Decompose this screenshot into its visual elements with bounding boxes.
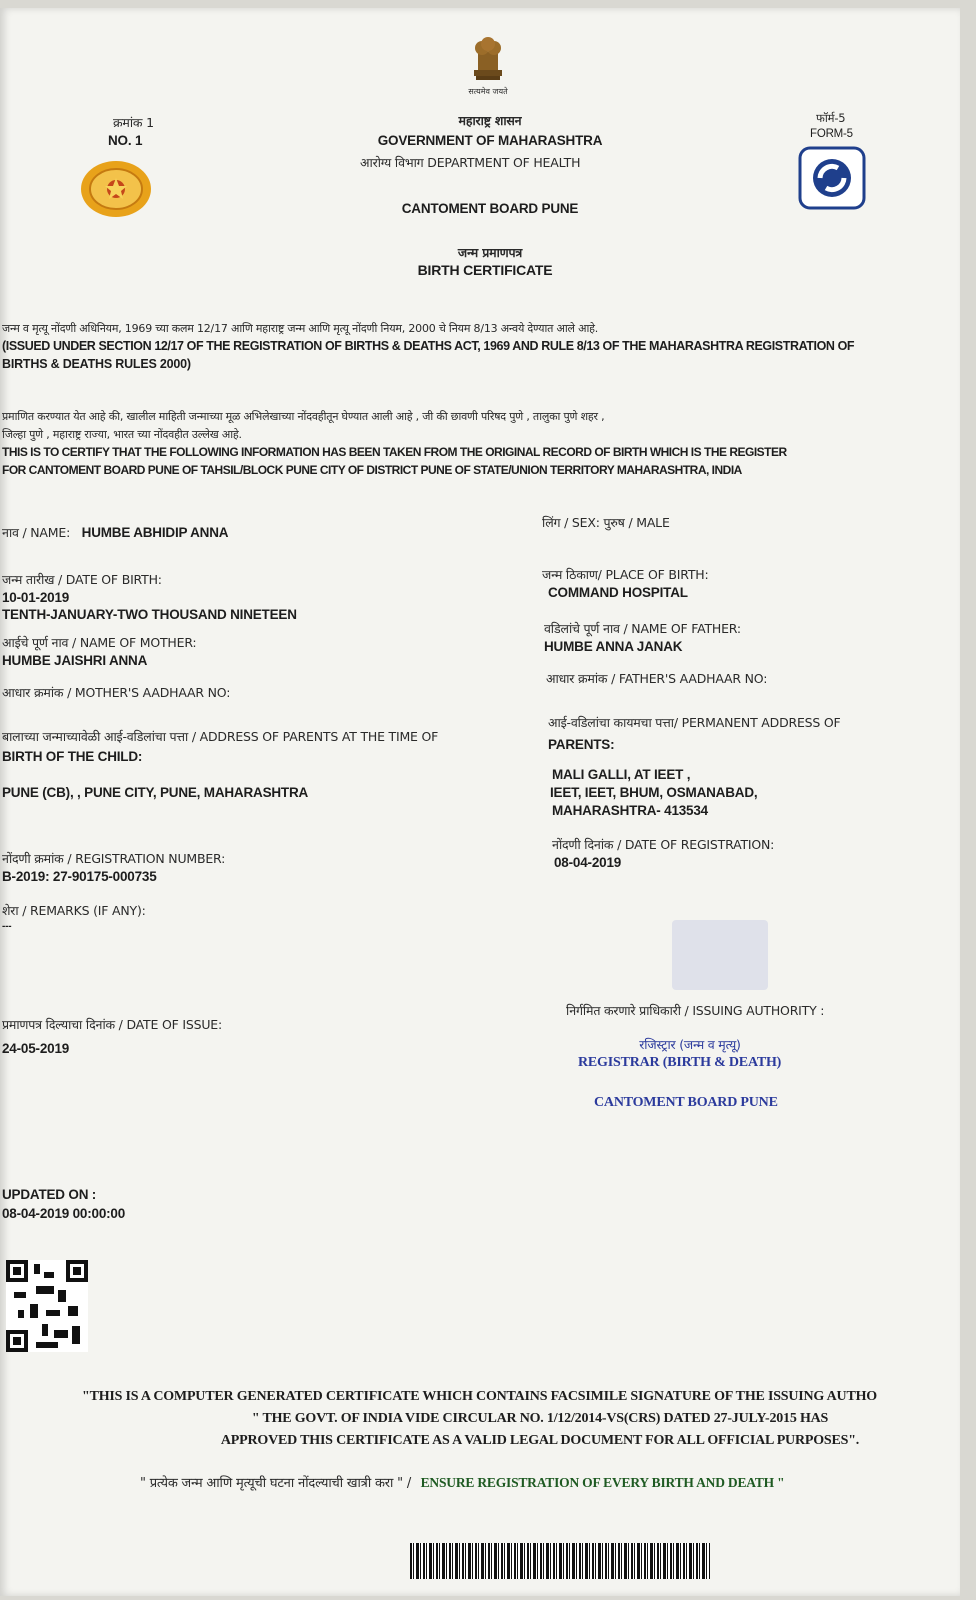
issued-under-english-2: BIRTHS & DEATHS RULES 2000) — [2, 357, 191, 371]
certify-english-1: THIS IS TO CERTIFY THAT THE FOLLOWING INFORMATION HAS BEEN TAKEN FROM THE ORIGINAL RECORD OF BIRTH WHICH IS THE REGISTER — [2, 445, 787, 459]
title-marathi: जन्म प्रमाणपत्र — [457, 245, 523, 260]
registrar-board: CANTOMENT BOARD PUNE — [594, 1095, 778, 1110]
emblem-caption: सत्यमेव जयते — [468, 87, 508, 96]
registrar-marathi: रजिस्ट्रार (जन्म व मृत्यू) — [639, 1037, 741, 1052]
mother-value: HUMBE JAISHRI ANNA — [2, 653, 148, 668]
addr-birth-label-2: BIRTH OF THE CHILD: — [2, 749, 143, 764]
reg-no-label: नोंदणी क्रमांक / REGISTRATION NUMBER: — [2, 851, 226, 866]
name-label: नाव / NAME: — [2, 525, 71, 540]
remarks-value: --- — [2, 921, 12, 932]
dob-value: 10-01-2019 — [2, 590, 70, 605]
updated-value: 08-04-2019 00:00:00 — [2, 1206, 126, 1221]
maharashtra-seal-icon — [80, 160, 152, 218]
board-name: CANTOMENT BOARD PUNE — [401, 201, 579, 216]
registrar-english: REGISTRAR (BIRTH & DEATH) — [578, 1055, 782, 1070]
father-aadhaar-label: आधार क्रमांक / FATHER'S AADHAAR NO: — [546, 671, 768, 686]
addr-birth-label-1: बालाच्या जन्माच्यावेळी आई-वडिलांचा पत्ता / ADDRESS OF PARENTS AT THE TIME OF — [2, 729, 439, 744]
issue-date-label: प्रमाणपत्र दिल्याचा दिनांक / DATE OF ISSUE: — [2, 1017, 222, 1032]
birth-certificate — [0, 8, 960, 1596]
mother-label: आईचे पूर्ण नाव / NAME OF MOTHER: — [2, 635, 197, 650]
national-emblem-icon — [466, 34, 510, 86]
certify-english-2: FOR CANTOMENT BOARD PUNE OF TAHSIL/BLOCK PUNE CITY OF DISTRICT PUNE OF STATE/UNION TERRITORY MAHARASHTRA, INDIA — [2, 463, 742, 477]
title-english: BIRTH CERTIFICATE — [417, 262, 553, 278]
govt-english: GOVERNMENT OF MAHARASHTRA — [377, 133, 603, 148]
form-marathi: फॉर्म-5 — [816, 111, 846, 125]
name-row — [2, 524, 228, 541]
kramank-label: क्रमांक 1 — [113, 115, 154, 130]
pob-label: जन्म ठिकाण/ PLACE OF BIRTH: — [542, 567, 709, 582]
addr-birth-value: PUNE (CB), , PUNE CITY, PUNE, MAHARASHTRA — [2, 785, 309, 800]
slogan-row — [140, 1474, 784, 1492]
perm-addr-line2: IEET, IEET, BHUM, OSMANABAD, — [550, 785, 758, 800]
certify-marathi-2: जिल्हा पुणे , महाराष्ट्र राज्या, भारत च्या नोंदवहीत उल्लेख आहे. — [2, 428, 242, 441]
perm-addr-label-1: आई-वडिलांचा कायमचा पत्ता/ PERMANENT ADDRESS OF — [548, 715, 841, 730]
sex-label: लिंग / SEX: पुरुष / MALE — [542, 515, 670, 530]
perm-addr-line1: MALI GALLI, AT IEET , — [552, 767, 691, 782]
slogan-english: ENSURE REGISTRATION OF EVERY BIRTH AND DEATH " — [420, 1475, 785, 1490]
issue-date-value: 24-05-2019 — [2, 1041, 70, 1056]
father-value: HUMBE ANNA JANAK — [544, 639, 683, 654]
perm-addr-line3: MAHARASHTRA- 413534 — [552, 803, 708, 818]
govt-marathi: महाराष्ट्र शासन — [458, 113, 522, 128]
reg-date-label: नोंदणी दिनांक / DATE OF REGISTRATION: — [552, 837, 775, 852]
certify-marathi-1: प्रमाणित करण्यात येत आहे की, खालील माहिती जन्माच्या मूळ अभिलेखाच्या नोंदवहीतून घेण्यात आली आहे , जी की छावणी परिषद पुणे , तालुका पुणे शहर , — [2, 410, 605, 423]
updated-label: UPDATED ON : — [2, 1187, 97, 1202]
form-english: FORM-5 — [810, 128, 853, 140]
issued-under-marathi: जन्म व मृत्यू नोंदणी अधिनियम, 1969 च्या कलम 12/17 आणि महाराष्ट्र जन्म आणि मृत्यू नोंदणी नियम, 2000 चे नियम 8/13 अन्वये देण्यात आले आहे. — [2, 322, 599, 335]
footer-line-1: "THIS IS A COMPUTER GENERATED CERTIFICATE WHICH CONTAINS FACSIMILE SIGNATURE OF THE ISSUING AUTHO — [82, 1389, 877, 1404]
dob-words: TENTH-JANUARY-TWO THOUSAND NINETEEN — [2, 607, 297, 622]
name-value: HUMBE ABHIDIP ANNA — [81, 525, 229, 540]
barcode — [410, 1543, 710, 1579]
certificate-number: NO. 1 — [108, 133, 143, 148]
remarks-label: शेरा / REMARKS (IF ANY): — [2, 903, 146, 918]
pob-value: COMMAND HOSPITAL — [548, 585, 688, 600]
department: आरोग्य विभाग DEPARTMENT OF HEALTH — [360, 155, 581, 170]
father-label: वडिलांचे पूर्ण नाव / NAME OF FATHER: — [544, 621, 741, 636]
perm-addr-label-2: PARENTS: — [548, 737, 615, 752]
footer-line-3: APPROVED THIS CERTIFICATE AS A VALID LEGAL DOCUMENT FOR ALL OFFICIAL PURPOSES". — [220, 1433, 860, 1448]
qr-code — [6, 1260, 88, 1352]
reg-date-value: 08-04-2019 — [554, 855, 622, 870]
issued-under-english-1: (ISSUED UNDER SECTION 12/17 OF THE REGISTRATION OF BIRTHS & DEATHS ACT, 1969 AND RULE 8/13 OF THE MAHARASHTRA REGISTRATION OF — [2, 339, 855, 353]
crs-logo-icon — [798, 146, 866, 210]
slogan-marathi: " प्रत्येक जन्म आणि मृत्यूची घटना नोंदल्याची खात्री करा " / — [140, 1476, 412, 1491]
dob-label: जन्म तारीख / DATE OF BIRTH: — [2, 572, 162, 587]
footer-line-2: " THE GOVT. OF INDIA VIDE CIRCULAR NO. 1/12/2014-VS(CRS) DATED 27-JULY-2015 HAS — [251, 1411, 829, 1426]
reg-no-value: B-2019: 27-90175-000735 — [2, 869, 157, 884]
issuing-authority-label: निर्गमित करणारे प्राधिकारी / ISSUING AUTHORITY : — [566, 1003, 825, 1018]
signature-stamp — [672, 920, 768, 990]
mother-aadhaar-label: आधार क्रमांक / MOTHER'S AADHAAR NO: — [2, 685, 231, 700]
